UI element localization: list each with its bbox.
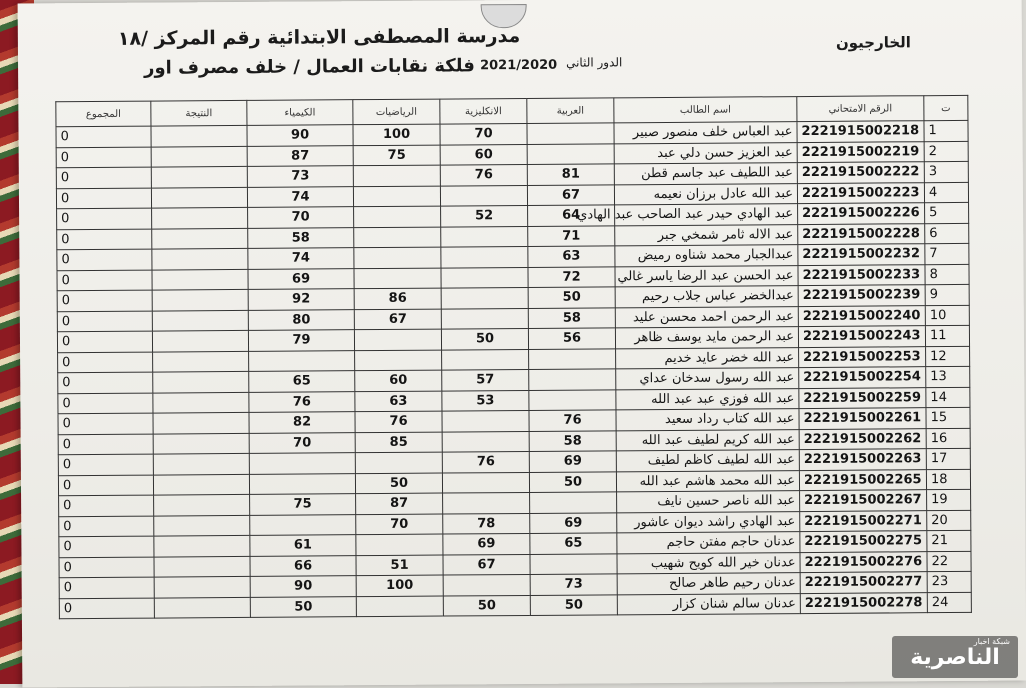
cell-english: 50 xyxy=(441,328,528,349)
cell-student-name: عبد الهادي حيدر عبد الصاحب عبد الهادي xyxy=(615,204,798,226)
cell-chemistry: 74 xyxy=(248,248,354,269)
cell-idx: 5 xyxy=(925,202,969,223)
cell-exam-number: 2221915002226 xyxy=(798,203,925,224)
cell-arabic xyxy=(529,389,616,410)
cell-english xyxy=(441,226,528,247)
cell-exam-number: 2221915002218 xyxy=(797,121,924,142)
cell-student-name: عبد اللطيف عبد جاسم قطن xyxy=(614,163,797,185)
cell-chemistry: 69 xyxy=(248,268,354,289)
school-location: فلكة نقابات العمال / خلف مصرف اور xyxy=(144,55,475,79)
cell-english: 70 xyxy=(440,123,527,144)
cell-chemistry: 70 xyxy=(249,432,355,453)
cell-english xyxy=(442,349,529,370)
cell-english: 50 xyxy=(443,595,530,616)
cell-student-name: عبد الله محمد هاشم عبد الله xyxy=(616,470,799,492)
cell-student-name: عبد الله ناصر حسين نايف xyxy=(617,491,800,513)
cell-idx: 10 xyxy=(925,305,969,326)
cell-chemistry: 66 xyxy=(250,555,356,576)
cell-result xyxy=(151,166,247,187)
cell-total: 0 xyxy=(56,147,151,168)
cell-math: 85 xyxy=(355,432,442,453)
cell-result xyxy=(154,576,250,597)
cell-english xyxy=(442,431,529,452)
cell-idx: 2 xyxy=(924,141,968,162)
cell-math xyxy=(355,350,442,371)
cell-student-name: عبد الله خضر عايد خديم xyxy=(616,347,799,369)
cell-exam-number: 2221915002254 xyxy=(799,367,926,388)
cell-arabic: 73 xyxy=(530,574,617,595)
cell-arabic: 67 xyxy=(527,184,614,205)
cell-chemistry: 79 xyxy=(248,330,354,351)
cell-math xyxy=(354,329,441,350)
cell-student-name: عبد الاله ثامر شمخي جبر xyxy=(615,224,798,246)
cell-student-name: عبد الله لطيف كاظم لطيف xyxy=(616,450,799,472)
cell-math xyxy=(354,227,441,248)
cell-exam-number: 2221915002219 xyxy=(797,141,924,162)
cell-arabic: 58 xyxy=(529,430,616,451)
cell-idx: 7 xyxy=(925,243,969,264)
cell-exam-number: 2221915002240 xyxy=(798,305,925,326)
results-sheet xyxy=(18,0,1026,687)
cell-student-name: عبد الحسن عبد الرضا ياسر غالي xyxy=(615,265,798,287)
cell-arabic xyxy=(529,348,616,369)
cell-arabic: 50 xyxy=(530,594,617,615)
cell-result xyxy=(154,535,250,556)
cell-result xyxy=(152,248,248,269)
cell-arabic xyxy=(527,123,614,144)
cell-chemistry: 61 xyxy=(250,535,356,556)
cell-student-name: عبد الرحمن احمد محسن عليد xyxy=(615,306,798,328)
cell-result xyxy=(153,392,249,413)
cell-student-name: عبد الهادي راشد ديوان عاشور xyxy=(617,511,800,533)
cell-idx: 22 xyxy=(927,551,971,572)
cell-chemistry: 76 xyxy=(249,391,355,412)
cell-english xyxy=(443,574,530,595)
cell-english: 67 xyxy=(443,554,530,575)
cell-arabic xyxy=(530,553,617,574)
cell-math xyxy=(354,247,441,268)
cell-total: 0 xyxy=(56,167,151,188)
cell-total: 0 xyxy=(56,188,151,209)
cell-math: 50 xyxy=(355,473,442,494)
exam-round: الدور الثاني xyxy=(566,55,623,70)
cell-exam-number: 2221915002261 xyxy=(799,408,926,429)
cell-arabic: 65 xyxy=(530,533,617,554)
cell-result xyxy=(152,330,248,351)
cell-english xyxy=(440,185,527,206)
cell-idx: 24 xyxy=(927,592,971,613)
cell-math: 86 xyxy=(354,288,441,309)
cell-math xyxy=(353,186,440,207)
cell-student-name: عبد الله كتاب رداد سعيد xyxy=(616,409,799,431)
cell-exam-number: 2221915002276 xyxy=(800,551,927,572)
cell-math: 60 xyxy=(355,370,442,391)
cell-chemistry: 92 xyxy=(248,289,354,310)
cell-chemistry: 65 xyxy=(249,371,355,392)
cell-chemistry: 50 xyxy=(250,596,356,617)
cell-idx: 14 xyxy=(926,387,970,408)
cell-chemistry xyxy=(249,350,355,371)
cell-chemistry: 90 xyxy=(250,576,356,597)
cell-total: 0 xyxy=(56,126,151,147)
cell-exam-number: 2221915002243 xyxy=(798,326,925,347)
cell-result xyxy=(153,453,249,474)
cell-idx: 20 xyxy=(927,510,971,531)
cell-idx: 19 xyxy=(927,489,971,510)
cell-idx: 13 xyxy=(926,366,970,387)
cell-idx: 6 xyxy=(925,223,969,244)
col-header-name: اسم الطالب xyxy=(614,97,797,123)
cell-english: 53 xyxy=(442,390,529,411)
cell-result xyxy=(152,289,248,310)
cell-idx: 4 xyxy=(924,182,968,203)
col-header-chemistry: الكيمياء xyxy=(247,100,353,126)
cell-math xyxy=(356,534,443,555)
cell-idx: 23 xyxy=(927,571,971,592)
results-table xyxy=(55,95,972,619)
cell-exam-number: 2221915002275 xyxy=(800,531,927,552)
cell-result xyxy=(151,146,247,167)
cell-exam-number: 2221915002232 xyxy=(798,244,925,265)
cell-exam-number: 2221915002222 xyxy=(797,162,924,183)
cell-english xyxy=(442,472,529,493)
cell-result xyxy=(153,351,249,372)
cell-total: 0 xyxy=(58,475,153,496)
cell-english: 76 xyxy=(442,451,529,472)
cell-student-name: عبد العزيز حسن دلي عبد xyxy=(614,142,797,164)
cell-total: 0 xyxy=(57,249,152,270)
cell-total: 0 xyxy=(58,413,153,434)
cell-arabic: 56 xyxy=(528,328,615,349)
student-category: الخارجيون xyxy=(835,33,911,52)
cell-english xyxy=(442,410,529,431)
cell-chemistry xyxy=(249,473,355,494)
cell-idx: 18 xyxy=(926,469,970,490)
cell-arabic: 69 xyxy=(530,512,617,533)
cell-total: 0 xyxy=(59,557,154,578)
cell-idx: 1 xyxy=(924,120,968,141)
cell-total: 0 xyxy=(59,598,154,619)
cell-english xyxy=(441,267,528,288)
cell-english: 69 xyxy=(443,533,530,554)
cell-idx: 3 xyxy=(924,161,968,182)
col-header-exam-number: الرقم الامتحاني xyxy=(797,96,924,122)
cell-result xyxy=(151,125,247,146)
cell-exam-number: 2221915002262 xyxy=(799,428,926,449)
cell-chemistry: 90 xyxy=(247,125,353,146)
cell-math xyxy=(356,596,443,617)
cell-idx: 11 xyxy=(925,325,969,346)
cell-english: 57 xyxy=(442,369,529,390)
cell-arabic xyxy=(527,143,614,164)
cell-exam-number: 2221915002253 xyxy=(799,346,926,367)
cell-arabic: 58 xyxy=(528,307,615,328)
cell-chemistry: 75 xyxy=(250,494,356,515)
col-header-idx: ت xyxy=(924,95,968,120)
cell-english xyxy=(441,308,528,329)
cell-chemistry: 74 xyxy=(247,186,353,207)
table-body xyxy=(56,120,971,618)
cell-math xyxy=(355,452,442,473)
academic-year: 2021/2020 xyxy=(480,57,558,74)
cell-chemistry: 87 xyxy=(247,145,353,166)
cell-student-name: عبد الله رسول سدخان عداي xyxy=(616,368,799,390)
cell-chemistry xyxy=(250,514,356,535)
cell-english: 76 xyxy=(440,164,527,185)
cell-total: 0 xyxy=(58,454,153,475)
cell-math xyxy=(354,268,441,289)
cell-student-name: عبد العباس خلف منصور صبير xyxy=(614,122,797,144)
school-title: مدرسة المصطفى الابتدائية رقم المركز /١٨ xyxy=(117,25,521,50)
cell-result xyxy=(154,556,250,577)
cell-total: 0 xyxy=(57,229,152,250)
cell-arabic: 50 xyxy=(528,287,615,308)
cell-result xyxy=(154,515,250,536)
cell-total: 0 xyxy=(57,331,152,352)
cell-student-name: عبد الله كريم لطيف عبد الله xyxy=(616,429,799,451)
cell-arabic: 81 xyxy=(527,164,614,185)
cell-math: 100 xyxy=(353,124,440,145)
cell-exam-number: 2221915002265 xyxy=(799,469,926,490)
cell-student-name: عدنان حاجم مفتن حاجم xyxy=(617,532,800,554)
cell-exam-number: 2221915002267 xyxy=(800,490,927,511)
cell-english xyxy=(441,246,528,267)
cell-student-name: عبد الرحمن مايد يوسف ظاهر xyxy=(615,327,798,349)
cell-total: 0 xyxy=(59,577,154,598)
cell-result xyxy=(153,371,249,392)
col-header-math: الرياضيات xyxy=(353,99,440,125)
cell-chemistry xyxy=(249,453,355,474)
cell-student-name: عدنان رحيم طاهر صالح xyxy=(617,573,800,595)
cell-total: 0 xyxy=(58,434,153,455)
cell-total: 0 xyxy=(59,495,154,516)
cell-idx: 17 xyxy=(926,448,970,469)
cell-arabic: 71 xyxy=(528,225,615,246)
col-header-arabic: العربية xyxy=(527,98,614,124)
cell-exam-number: 2221915002223 xyxy=(797,182,924,203)
cell-total: 0 xyxy=(57,208,152,229)
cell-arabic: 69 xyxy=(529,451,616,472)
cell-math: 63 xyxy=(355,391,442,412)
cell-arabic: 63 xyxy=(528,246,615,267)
cell-chemistry: 58 xyxy=(248,227,354,248)
cell-result xyxy=(153,412,249,433)
cell-student-name: عدنان سالم شنان كزار xyxy=(617,593,800,615)
cell-idx: 12 xyxy=(926,346,970,367)
cell-exam-number: 2221915002228 xyxy=(798,223,925,244)
cell-chemistry: 80 xyxy=(248,309,354,330)
cell-result xyxy=(152,228,248,249)
cell-chemistry: 70 xyxy=(248,207,354,228)
cell-student-name: عبد الله عادل برزان نعيمه xyxy=(614,183,797,205)
cell-english: 52 xyxy=(441,205,528,226)
cell-idx: 21 xyxy=(927,530,971,551)
cell-result xyxy=(153,433,249,454)
col-header-total: المجموع xyxy=(56,101,151,127)
cell-arabic: 64 xyxy=(528,205,615,226)
cell-chemistry: 82 xyxy=(249,412,355,433)
cell-total: 0 xyxy=(57,270,152,291)
news-watermark xyxy=(892,636,1018,678)
cell-total: 0 xyxy=(57,290,152,311)
cell-math: 70 xyxy=(356,514,443,535)
cell-arabic xyxy=(529,369,616,390)
cell-exam-number: 2221915002263 xyxy=(799,449,926,470)
cell-english xyxy=(443,492,530,513)
cell-english: 60 xyxy=(440,144,527,165)
cell-result xyxy=(152,310,248,331)
cell-arabic xyxy=(530,492,617,513)
cell-student-name: عبدالخضر عباس جلاب رحيم xyxy=(615,286,798,308)
cell-total: 0 xyxy=(58,372,153,393)
cell-math: 87 xyxy=(356,493,443,514)
cell-student-name: عبد الله فوزي عبد عبد الله xyxy=(616,388,799,410)
cell-idx: 16 xyxy=(926,428,970,449)
cell-total: 0 xyxy=(57,311,152,332)
cell-arabic: 72 xyxy=(528,266,615,287)
cell-idx: 9 xyxy=(925,284,969,305)
cell-result xyxy=(154,597,250,618)
cell-math xyxy=(354,206,441,227)
cell-student-name: عبدالجبار محمد شناوه رميض xyxy=(615,245,798,267)
cell-total: 0 xyxy=(59,536,154,557)
col-header-result: النتيجة xyxy=(151,100,247,126)
cell-total: 0 xyxy=(58,352,153,373)
cell-math xyxy=(353,165,440,186)
cell-math: 67 xyxy=(354,309,441,330)
cell-math: 100 xyxy=(356,575,443,596)
cell-math: 75 xyxy=(353,145,440,166)
watermark-title: الناصرية xyxy=(910,644,1000,670)
cell-exam-number: 2221915002271 xyxy=(800,510,927,531)
cell-result xyxy=(154,494,250,515)
cell-result xyxy=(151,187,247,208)
cell-result xyxy=(152,207,248,228)
cell-arabic: 76 xyxy=(529,410,616,431)
cell-result xyxy=(152,269,248,290)
cell-exam-number: 2221915002233 xyxy=(798,264,925,285)
cell-math: 51 xyxy=(356,555,443,576)
cell-arabic: 50 xyxy=(529,471,616,492)
cell-total: 0 xyxy=(58,393,153,414)
cell-math: 76 xyxy=(355,411,442,432)
cell-exam-number: 2221915002277 xyxy=(800,572,927,593)
cell-english xyxy=(441,287,528,308)
cell-chemistry: 73 xyxy=(247,166,353,187)
col-header-english: الانكليزية xyxy=(440,98,527,124)
cell-idx: 8 xyxy=(925,264,969,285)
cell-total: 0 xyxy=(59,516,154,537)
cell-student-name: عدنان خير الله كويح شهيب xyxy=(617,552,800,574)
watermark-subtitle: شبكة اخبار xyxy=(973,637,1010,646)
cell-english: 78 xyxy=(443,513,530,534)
cell-exam-number: 2221915002278 xyxy=(800,592,927,613)
cell-exam-number: 2221915002259 xyxy=(799,387,926,408)
cell-idx: 15 xyxy=(926,407,970,428)
cell-result xyxy=(153,474,249,495)
cell-exam-number: 2221915002239 xyxy=(798,285,925,306)
